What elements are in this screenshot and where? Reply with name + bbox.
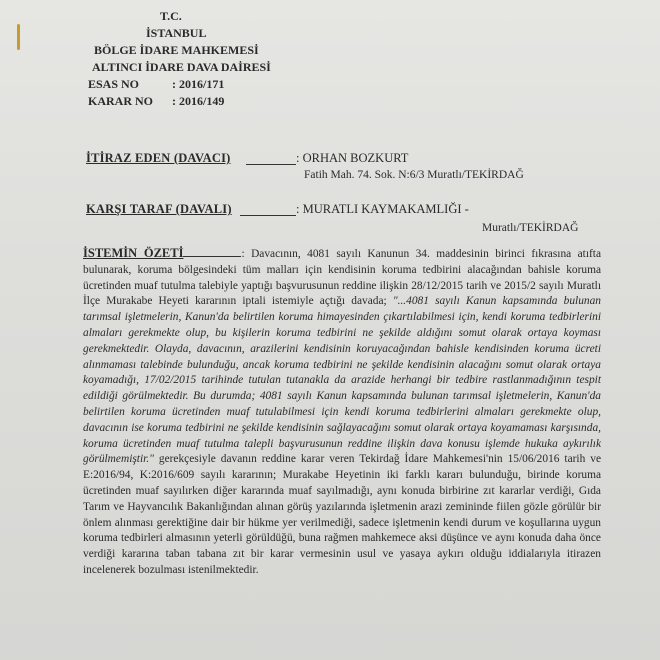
esas-value: : 2016/171: [172, 77, 225, 91]
summary-underline: [183, 256, 241, 257]
appellant-address: Fatih Mah. 74. Sok. N:6/3 Muratlı/TEKİRDAĞ: [304, 169, 524, 181]
appellant-underline: [246, 164, 296, 165]
summary-quoted-reasoning: "...4081 sayılı Kanun kapsamında bulunan tarımsal işletmelerin, Kanun'da belirtilen koruma himayesinden çıkartılabilmesi için, kendi koruma tedbirlerini almaları gerekmekte olup, bu kişilerin koruma tedbirini ne şekilde aldığını somut olarak ortaya koyması gerekmektedir. Olayda, davacının, arazilerini kendisinin koruyacağından bahisle kendisinden koruma ücreti alınmaması talebinde bulunduğu, ancak koruma tedbirini ne şekilde kendisinin alacağını somut olarak ortaya koyamadığı, 17/02/2015 tarihinde tutulan tutanakla da arazide herhangi bir tedbire rastlanmadığının tespit edildiği görülmektedir. Bu durumda; 4081 sayılı Kanun kapsamında bulunan tarımsal işletmelerin, Kanun'da belirtilen koruma ücretinden muaf tutulabilmesi için kendi koruma tedbirlerini almaları gerekmekte olup, davacının ise koruma tedbirini ne şekilde kendisinin sağlayacağını somut olarak ortaya koyamaması karşısında, koruma ücretinden muaf tutulma talepli başvurusunun reddine ilişkin dava konusu işlemde hukuka aykırılık görülmemiştir.": [83, 295, 601, 466]
karar-value: : 2016/149: [172, 94, 225, 108]
tc-label: T.C.: [160, 9, 182, 23]
chamber-name: ALTINCI İDARE DAVA DAİRESİ: [92, 60, 271, 74]
karar-label: KARAR NO: [88, 94, 153, 108]
respondent-underline: [240, 215, 296, 216]
summary-paragraph-2: gerekçesiyle davanın reddine karar veren Tekirdağ İdare Mahkemesi'nin 15/06/2016 tarih ve E:2016/94, K:2016/609 sayılı kararının; Murakabe Heyetinin iki farklı kararı bulunduğu, birinde koruma ücretinden muaf sayılırken diğer kararında muaf sayılmadığı, aynı konuda birbirine zıt kararlar verdiği, Gıda Tarım ve Hayvancılık Bakanlığından alınan görüş yazılarında işletmenin arazi zemininde fiilen gözle görülür bir önlem alınması gerektiğine dair bir hükme yer verilmediği, sadece işletmenin kendi durum ve koşullarına uygun koruma tedbirleri almasının yeterli görüldüğü, buna rağmen mahkemece aksi düşünce ve aynı konuda daha önce verdiği kararına taban tabana zıt bir karar vermesinin usul ve yasaya aykırı olduğu iddialarıyla itirazen incelenerek bozulması istenilmektedir.: [83, 453, 601, 576]
esas-number-row: [88, 76, 348, 93]
court-name: BÖLGE İDARE MAHKEMESİ: [94, 43, 259, 57]
esas-label: ESAS NO: [88, 77, 140, 91]
staple-mark: [17, 24, 20, 50]
respondent-address: Muratlı/TEKİRDAĞ: [482, 222, 579, 234]
karar-number-row: [88, 93, 348, 110]
respondent-name: : MURATLI KAYMAKAMLIĞI -: [296, 202, 469, 216]
court-header: [88, 8, 348, 110]
summary-body: [83, 246, 601, 579]
appellant-name: : ORHAN BOZKURT: [296, 151, 409, 165]
city-label: İSTANBUL: [146, 26, 207, 40]
appellant-label: İTİRAZ EDEN (DAVACI): [86, 151, 231, 165]
respondent-label: KARŞI TARAF (DAVALI): [86, 202, 232, 216]
summary-label: İSTEMİN ÖZETİ: [83, 246, 184, 260]
summary-paragraph-1: : Davacının, 4081 sayılı Kanunun 34. maddesinin birinci fıkrasına atıfta bulunarak, koruma bölgesindeki tüm malları için kendisinin koruma tedbirini alacağından bahisle koruma ücretinden muaf tutulma talebiyle yaptığı başvurusunun reddine ilişkin 28/12/2015 tarih ve 2015/2 sayılı Muratlı İlçe Murakabe Heyeti kararının iptali istemiyle açtığı davada;: [83, 248, 602, 308]
